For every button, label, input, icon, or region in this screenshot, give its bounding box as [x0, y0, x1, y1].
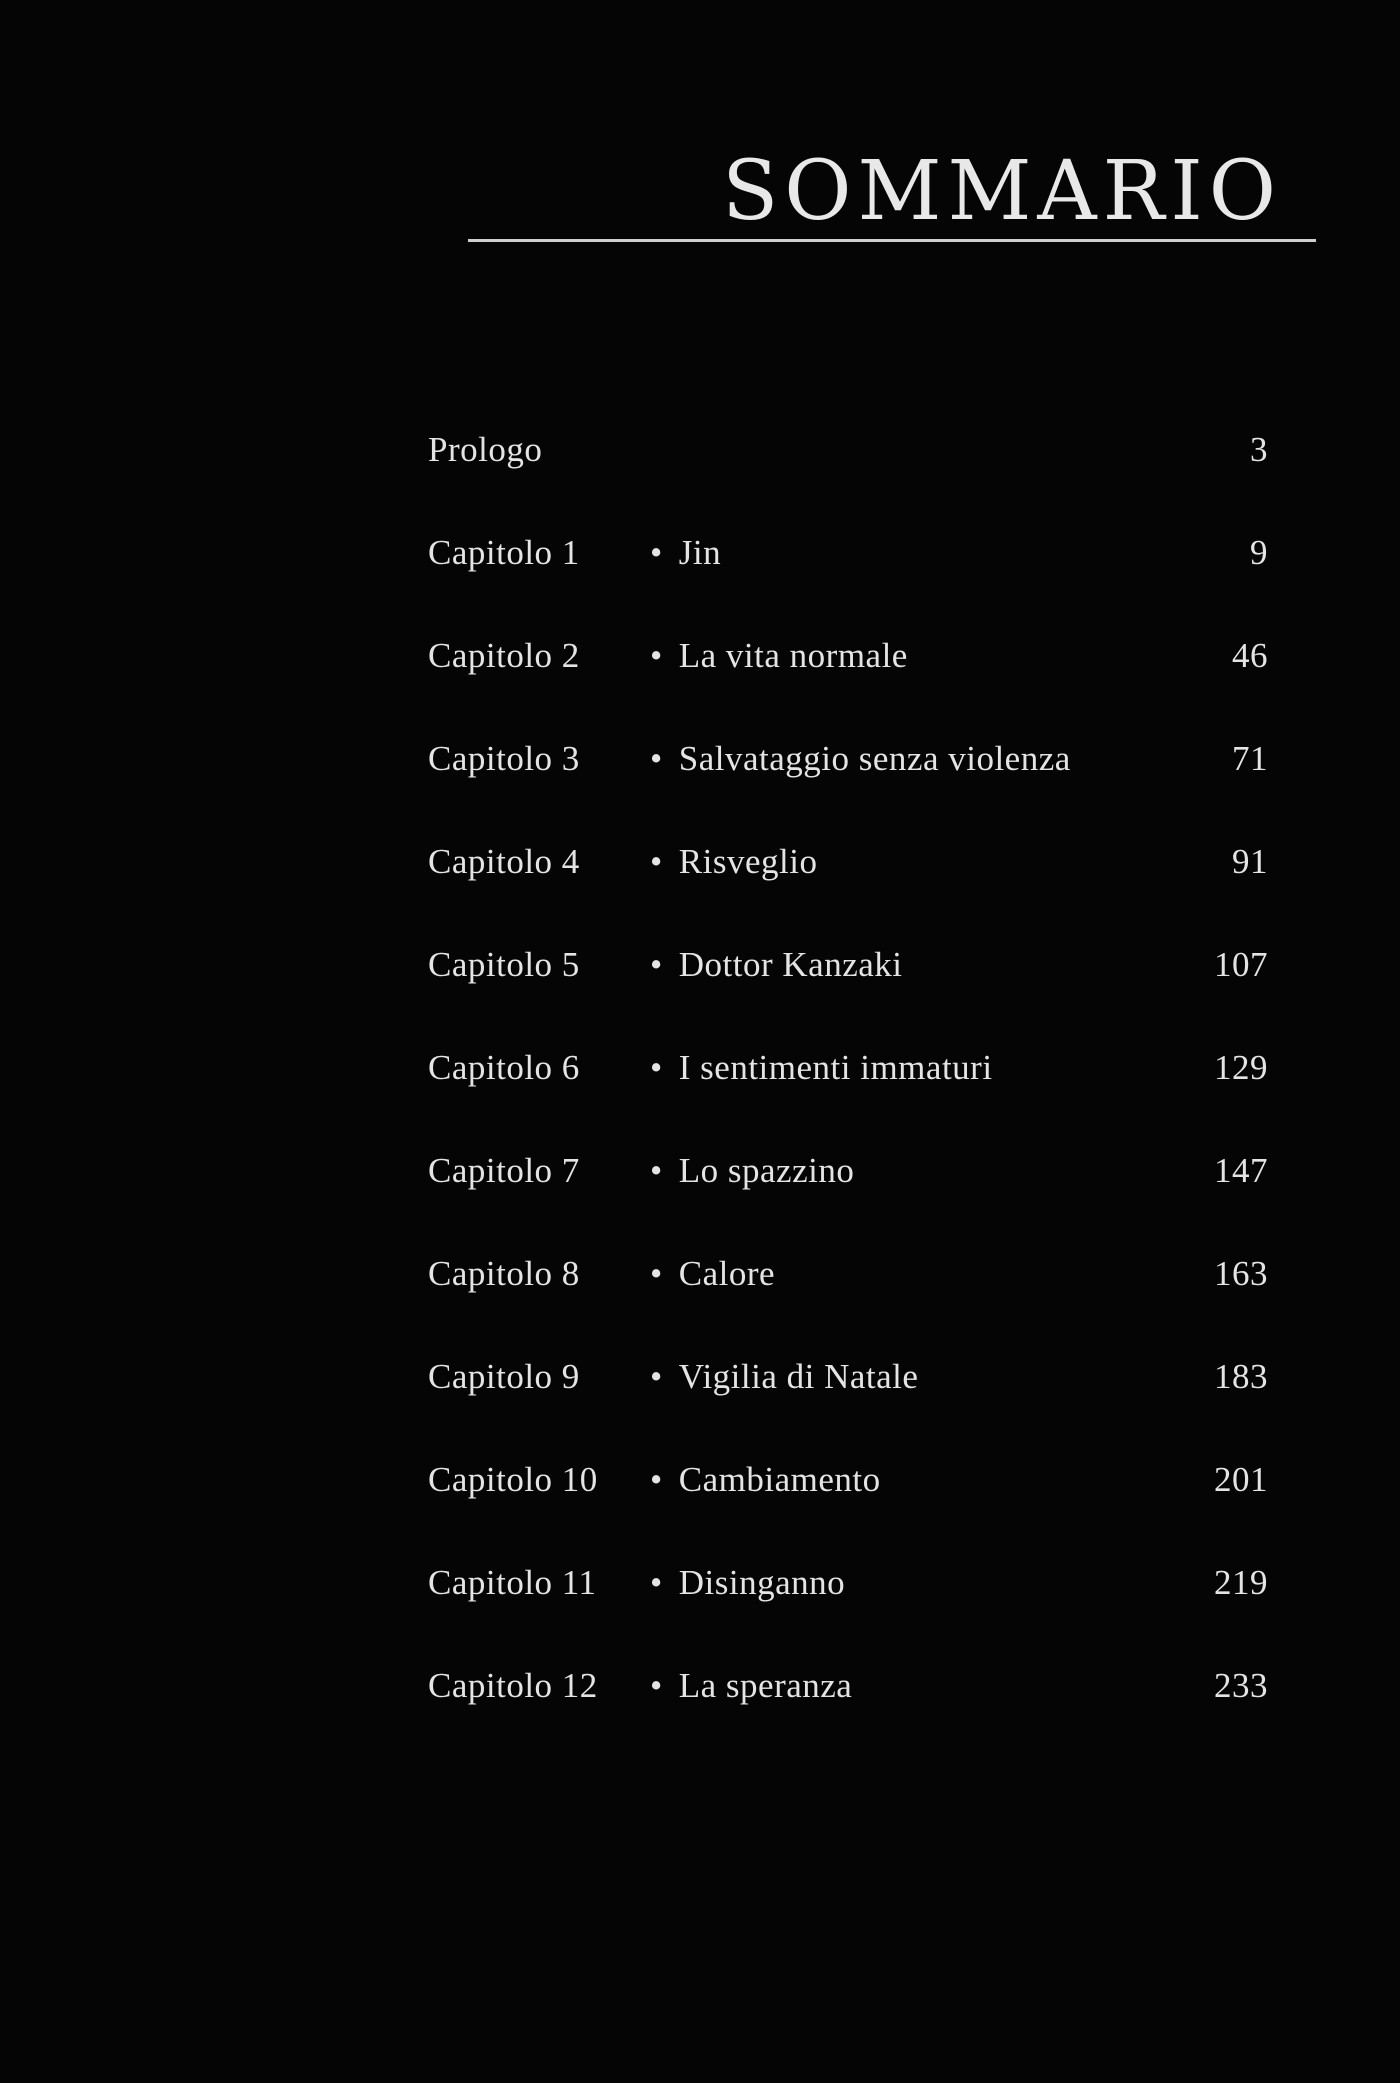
toc-entry-title-text: La vita normale [678, 636, 908, 675]
toc-entry-page: 147 [1214, 1151, 1268, 1190]
toc-entry-title-text: Disinganno [678, 1563, 846, 1602]
bullet-icon: • [650, 533, 663, 572]
toc-entry-label: Capitolo 3 [428, 739, 580, 778]
toc-entry-title-text: Risveglio [678, 842, 818, 881]
toc-entry-label: Capitolo 1 [428, 533, 580, 572]
toc-entry-label: Capitolo 6 [428, 1048, 580, 1087]
toc-entry-page: 71 [1232, 739, 1268, 778]
toc-entry-title [650, 1565, 845, 1600]
toc-entry-page: 46 [1232, 636, 1268, 675]
toc-entry-title-text: I sentimenti immaturi [678, 1048, 993, 1087]
bullet-icon: • [650, 1563, 663, 1602]
toc-entry-label: Capitolo 5 [428, 945, 580, 984]
toc-entry-page: 233 [1214, 1666, 1268, 1705]
toc-entry-label: Prologo [428, 430, 543, 469]
toc-entry-title-text: Salvataggio senza violenza [678, 739, 1071, 778]
toc-entry-label: Capitolo 4 [428, 842, 580, 881]
bullet-icon: • [650, 1666, 663, 1705]
toc-entry-page: 183 [1214, 1357, 1268, 1396]
toc-entry-title [650, 535, 721, 570]
toc-entry-title [650, 638, 908, 673]
toc-entry-title [650, 947, 903, 982]
toc-entry-title-text: Dottor Kanzaki [678, 945, 903, 984]
bullet-icon: • [650, 1048, 663, 1087]
toc-entry-prologue[interactable] [428, 432, 1268, 535]
bullet-icon: • [650, 1460, 663, 1499]
toc-entry-title [650, 1050, 993, 1085]
toc-entry-label: Capitolo 9 [428, 1357, 580, 1396]
toc-entry-title-text: Cambiamento [678, 1460, 881, 1499]
toc-entry-page: 9 [1250, 533, 1268, 572]
toc-entry-title-text: La speranza [678, 1666, 853, 1705]
toc-entry-page: 107 [1214, 945, 1268, 984]
toc-entry-title [650, 1256, 775, 1291]
title-divider [468, 239, 1316, 242]
toc-entry-title-text: Vigilia di Natale [678, 1357, 919, 1396]
toc-entry-chapter-8[interactable] [428, 1256, 1268, 1359]
toc-entry-title [650, 1153, 854, 1188]
toc-entry-title [650, 1359, 918, 1394]
toc-entry-title [650, 844, 817, 879]
bullet-icon: • [650, 1151, 663, 1190]
toc-entry-label: Capitolo 8 [428, 1254, 580, 1293]
toc-entry-chapter-2[interactable] [428, 638, 1268, 741]
toc-entry-title-text: Lo spazzino [678, 1151, 855, 1190]
toc-entry-title [650, 1668, 852, 1703]
toc-entry-title [650, 1462, 881, 1497]
toc-entry-chapter-5[interactable] [428, 947, 1268, 1050]
toc-entry-chapter-6[interactable] [428, 1050, 1268, 1153]
toc-entry-page: 219 [1214, 1563, 1268, 1602]
toc-entry-chapter-10[interactable] [428, 1462, 1268, 1565]
page-title: SOMMARIO [722, 143, 1282, 239]
toc-entry-chapter-11[interactable] [428, 1565, 1268, 1668]
toc-entry-label: Capitolo 12 [428, 1666, 598, 1705]
toc-entry-page: 129 [1214, 1048, 1268, 1087]
bullet-icon: • [650, 945, 663, 984]
bullet-icon: • [650, 842, 663, 881]
toc-entry-page: 91 [1232, 842, 1268, 881]
bullet-icon: • [650, 636, 663, 675]
toc-entry-chapter-9[interactable] [428, 1359, 1268, 1462]
bullet-icon: • [650, 1357, 663, 1396]
toc-entry-chapter-12[interactable] [428, 1668, 1268, 1771]
toc-entry-chapter-3[interactable] [428, 741, 1268, 844]
toc-entry-page: 201 [1214, 1460, 1268, 1499]
toc-entry-title-text: Calore [678, 1254, 776, 1293]
toc-entry-chapter-4[interactable] [428, 844, 1268, 947]
toc-entry-chapter-7[interactable] [428, 1153, 1268, 1256]
toc-entry-title-text: Jin [678, 533, 722, 572]
toc-entry-label: Capitolo 11 [428, 1563, 597, 1602]
toc-entry-label: Capitolo 7 [428, 1151, 580, 1190]
bullet-icon: • [650, 739, 663, 778]
toc-entry-label: Capitolo 2 [428, 636, 580, 675]
toc-entry-page: 163 [1214, 1254, 1268, 1293]
toc-entry-label: Capitolo 10 [428, 1460, 598, 1499]
toc-entry-chapter-1[interactable] [428, 535, 1268, 638]
toc-entry-title [650, 741, 1071, 776]
toc-entry-page: 3 [1250, 430, 1268, 469]
bullet-icon: • [650, 1254, 663, 1293]
table-of-contents [428, 432, 1268, 1771]
